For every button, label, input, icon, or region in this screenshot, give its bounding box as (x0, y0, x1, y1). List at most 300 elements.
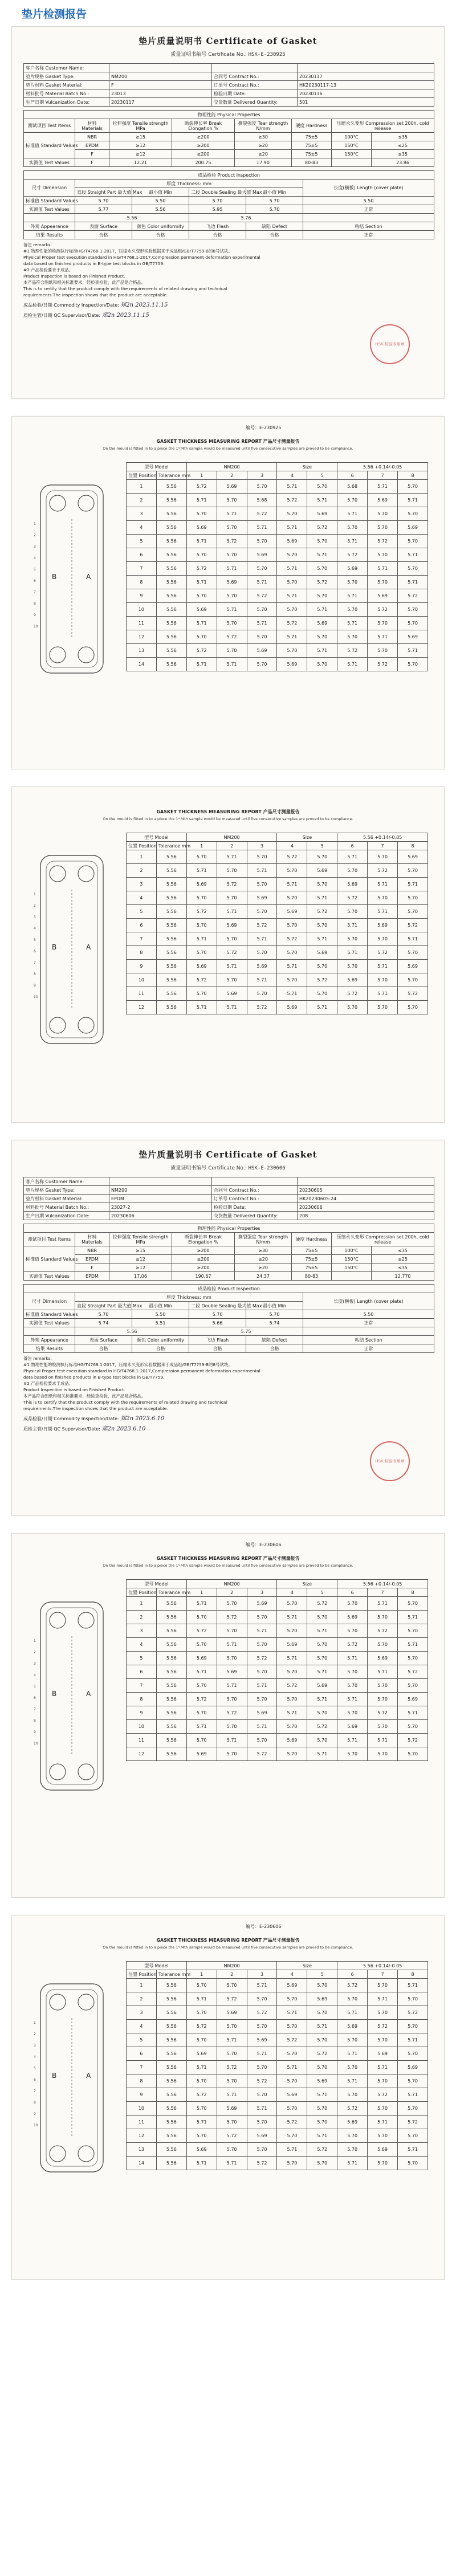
measurement-cell: 5.71 (217, 905, 247, 919)
measurement-cell: 5.70 (337, 2143, 368, 2157)
position-marker: 7 (34, 590, 36, 594)
sign-label: 质检主管/日期 QC Supervisor/Date: (23, 313, 102, 318)
measurement-cell: 5.56 (156, 2143, 186, 2157)
measurement-cell: 5.71 (217, 2088, 247, 2102)
measurement-cell: 5.70 (337, 1747, 368, 1761)
position-marker: 4 (34, 1673, 36, 1677)
measurement-cell: 5.72 (217, 1611, 247, 1624)
measurement-cell: 5.72 (368, 2088, 398, 2102)
column-header: 测试项目 Test Items (24, 119, 75, 133)
measurement-cell: 5.69 (217, 1665, 247, 1679)
measurement-row (127, 946, 428, 960)
model-row (127, 1580, 428, 1588)
measurement-cell: 11 (127, 617, 157, 630)
standard-value: 75±5 (292, 1246, 332, 1255)
measurement-cell: 5.69 (277, 535, 307, 548)
column-header: 1 (186, 842, 217, 850)
double-max-label: 二段 Double Sealing 最大值 Max (189, 1302, 246, 1310)
measurement-cell: 5.71 (398, 548, 428, 562)
measurement-cell: 5.70 (247, 2116, 277, 2129)
position-marker: 2 (34, 533, 36, 537)
measurement-cell: 5.72 (307, 1597, 337, 1611)
standard-value: ≤35 (372, 150, 434, 158)
actual-row (24, 158, 434, 167)
measurement-cell: 5.70 (247, 850, 277, 864)
model-value: NM200 (186, 1580, 277, 1588)
column-header: Tolerance mm (156, 842, 186, 850)
measurement-cell: 5.56 (156, 2074, 186, 2088)
measurement-cell: 5.72 (277, 2033, 307, 2047)
measurement-cell: 5.56 (156, 2047, 186, 2061)
info-label: 交货数量 Delivered Quantity: (212, 98, 298, 107)
double-min-label: 最小值 Min (246, 188, 303, 197)
position-marker: 6 (34, 2078, 36, 2082)
measurement-cell: 5.71 (217, 658, 247, 671)
measurement-cell: 5.56 (156, 1706, 186, 1720)
measurement-table (126, 462, 428, 671)
measurement-cell: 5.72 (277, 2116, 307, 2129)
measurement-cell: 5.71 (277, 960, 307, 973)
appearance-column: 飞边 Flash (189, 1336, 246, 1344)
measurement-cell: 5.71 (217, 603, 247, 617)
standard-value: ≥20 (235, 141, 292, 150)
dim-range-value: 5.76 (189, 214, 303, 222)
measurement-cell: 5.70 (398, 2102, 428, 2116)
appearance-column: 缺陷 Defect (246, 222, 303, 231)
measurement-cell: 5.71 (337, 1693, 368, 1706)
measurement-cell: 5.56 (156, 2088, 186, 2102)
measurement-row (127, 1720, 428, 1734)
remarks-line: data based on finished products in B-type test blocks in GB/T7759. (23, 1375, 165, 1380)
dim-standard-row (24, 1310, 434, 1319)
measurement-cell: 5.70 (307, 1611, 337, 1624)
product-inspection-table (23, 1284, 434, 1353)
header-row (127, 842, 428, 850)
standard-value: F (75, 1263, 109, 1272)
standard-row (24, 1255, 434, 1263)
info-row (24, 98, 434, 107)
measurement-cell: 5.69 (398, 630, 428, 644)
physical-heading-row (24, 111, 434, 119)
model-label: 型号 Model (127, 1962, 187, 1970)
measurement-row (127, 1979, 428, 1992)
measurement-cell: 5.71 (337, 2006, 368, 2020)
measurement-cell: 5.56 (156, 630, 186, 644)
position-marker: 8 (34, 602, 36, 606)
results-label: 结果 Results (24, 231, 75, 239)
measurement-cell: 5.72 (337, 1638, 368, 1652)
measurement-cell: 5.71 (307, 1001, 337, 1014)
measurement-cell: 5.71 (277, 1652, 307, 1665)
measurement-cell: 5.70 (277, 2074, 307, 2088)
measurement-row (127, 960, 428, 973)
info-value (109, 64, 212, 72)
measurement-cell: 5.56 (156, 2061, 186, 2074)
dim-standard-value: 5.50 (303, 197, 434, 205)
measurement-cell: 8 (127, 576, 157, 589)
measurement-cell: 5.72 (368, 658, 398, 671)
standard-value: 75±5 (292, 1263, 332, 1272)
measurement-cell: 5.56 (156, 891, 186, 905)
measurement-cell: 9 (127, 2088, 157, 2102)
measurement-cell: 5.70 (186, 1706, 217, 1720)
measurement-cell: 5.70 (398, 973, 428, 987)
measurement-cell: 5.72 (368, 603, 398, 617)
dim-actual-value: 5.66 (189, 1319, 246, 1327)
measurement-cell: 5.72 (247, 2074, 277, 2088)
measurement-cell: 5.71 (307, 644, 337, 658)
measurement-cell: 5.72 (277, 1679, 307, 1693)
measurement-cell: 5.70 (398, 864, 428, 878)
standard-value: 100℃ (332, 1246, 372, 1255)
measurement-cell: 5.70 (277, 2129, 307, 2143)
port-hole (50, 2146, 66, 2162)
info-label: 检验日期 Date: (212, 1203, 298, 1212)
dim-standard-row (24, 197, 434, 205)
column-header: Tolerance mm (156, 1588, 186, 1597)
measurement-cell: 5.71 (398, 2143, 428, 2157)
result-value: 正常 (303, 1344, 434, 1353)
measurement-cell: 5.71 (186, 1992, 217, 2006)
measurement-cell: 5.70 (398, 2047, 428, 2061)
measurement-cell: 5.70 (217, 644, 247, 658)
measurement-cell: 5.72 (186, 1693, 217, 1706)
measurement-cell: 5.70 (368, 2102, 398, 2116)
measurement-cell: 5.56 (156, 1597, 186, 1611)
dim-row (24, 1293, 434, 1302)
column-header: 断裂伸长率 Break Elongation % (172, 1233, 235, 1246)
measurement-cell: 5.70 (277, 1720, 307, 1734)
measurement-cell: 5.71 (277, 1611, 307, 1624)
info-label: 合同号 Contract No.: (212, 72, 298, 81)
standard-value: ≤35 (372, 133, 434, 141)
measurement-cell: 5.70 (277, 2020, 307, 2033)
measurement-cell: 12 (127, 1001, 157, 1014)
measurement-cell: 5.70 (398, 1001, 428, 1014)
measurement-cell: 6 (127, 1665, 157, 1679)
info-value: 20230117 (109, 98, 212, 107)
dim-standard-value: 5.50 (132, 1310, 189, 1319)
measurement-row (127, 480, 428, 494)
position-marker: 6 (34, 949, 36, 953)
appearance-column: 缺陷 Defect (246, 1336, 303, 1344)
measurement-cell: 5.68 (247, 494, 277, 507)
measurement-cell: 5.70 (307, 562, 337, 576)
actual-value: EPDM (75, 1272, 109, 1281)
measurement-cell: 5.71 (247, 617, 277, 630)
measurement-cell: 5.70 (337, 905, 368, 919)
column-header: 5 (307, 842, 337, 850)
measurement-cell: 5.71 (368, 562, 398, 576)
measurement-cell: 5.72 (247, 919, 277, 932)
measurement-cell: 5.69 (398, 960, 428, 973)
gasket-drawing (29, 850, 115, 1049)
measurement-cell: 5.70 (247, 1992, 277, 2006)
measurement-cell: 5.71 (337, 850, 368, 864)
measurement-cell: 5.56 (156, 548, 186, 562)
measurement-cell: 5.56 (156, 2020, 186, 2033)
result-value: 正常 (303, 231, 434, 239)
measurement-cell: 5.69 (368, 919, 398, 932)
column-header: 3 (247, 471, 277, 480)
measurement-cell: 5.70 (368, 850, 398, 864)
measurement-cell: 5.56 (156, 1652, 186, 1665)
column-header: 4 (277, 1970, 307, 1979)
measurement-cell: 5.56 (156, 1734, 186, 1747)
measurement-cell: 5.70 (368, 1679, 398, 1693)
standard-label: 标准值 Standard Values (24, 133, 75, 158)
measurement-cell: 5.70 (368, 2006, 398, 2020)
measurement-cell: 5.72 (247, 507, 277, 521)
remarks-line: requirements.The inspection shows that the product are acceptable. (23, 292, 168, 297)
info-value (109, 1177, 212, 1186)
measurement-cell: 5.71 (368, 1992, 398, 2006)
measurement-cell: 5.70 (368, 1001, 398, 1014)
measurement-row (127, 2116, 428, 2129)
standard-value: ≥200 (172, 133, 235, 141)
position-marker: 9 (34, 613, 36, 617)
measurement-cell: 5.70 (307, 1979, 337, 1992)
report-number: 编号：E-230606 (246, 1924, 282, 1929)
physical-heading-row (24, 1224, 434, 1233)
measurement-cell: 5.69 (337, 562, 368, 576)
measurement-cell: 5.56 (156, 960, 186, 973)
actual-label: 实测值 Test Values (24, 158, 75, 167)
measurement-cell: 5.70 (337, 960, 368, 973)
measurement-cell: 7 (127, 2061, 157, 2074)
measurement-cell: 5.70 (398, 562, 428, 576)
measurement-cell: 5.71 (247, 864, 277, 878)
measurement-cell: 5.70 (368, 2157, 398, 2170)
actual-value: 12.770 (372, 1272, 434, 1281)
measurement-cell: 5.70 (186, 2033, 217, 2047)
measurement-cell: 5.72 (186, 562, 217, 576)
standard-value: ≥200 (172, 1263, 235, 1272)
dim-standard-value: 5.70 (75, 197, 132, 205)
gasket-drawing (29, 479, 115, 679)
measurement-cell: 4 (127, 2020, 157, 2033)
double-max-label: 二段 Double Sealing 最大值 Max (189, 188, 246, 197)
info-row (24, 72, 434, 81)
measurement-cell: 5.70 (398, 480, 428, 494)
position-marker: 3 (34, 2044, 36, 2048)
dim-actual-row (24, 1319, 434, 1327)
measurement-cell: 5.72 (368, 1706, 398, 1720)
measurement-cell: 5.71 (337, 2074, 368, 2088)
measurement-cell: 5.70 (337, 1706, 368, 1720)
position-marker: 3 (34, 1662, 36, 1666)
actual-value: 190.67 (172, 1272, 235, 1281)
measurement-cell: 5.70 (277, 891, 307, 905)
measurement-cell: 5.70 (368, 973, 398, 987)
measurement-cell: 5.71 (307, 2088, 337, 2102)
remarks-line: 本产品符合图纸和相关标准要求，经检查检验，此产品是合格品。 (23, 1393, 146, 1399)
measurement-cell: 5.71 (337, 1652, 368, 1665)
standard-value: ≥12 (109, 150, 172, 158)
tolerance-value: 5.56 +0.14/-0.05 (337, 833, 428, 842)
certificate-number-value: HSK-E-230606 (248, 1165, 286, 1171)
dim-actual-value: 5.51 (132, 1319, 189, 1327)
port-hole (50, 1764, 66, 1780)
measurement-cell: 5.71 (337, 946, 368, 960)
remarks-line: requirements.The inspection shows that the product are acceptable. (23, 1406, 168, 1411)
measurement-cell: 5.71 (217, 507, 247, 521)
section-label-a: A (86, 2072, 91, 2080)
measurement-cell: 5.56 (156, 1679, 186, 1693)
measurement-cell: 5.71 (307, 1747, 337, 1761)
measurement-cell: 5.56 (156, 658, 186, 671)
measurement-cell: 5.72 (186, 973, 217, 987)
measurement-cell: 14 (127, 658, 157, 671)
measurement-cell: 5.72 (217, 946, 247, 960)
measurement-cell: 5.71 (186, 2061, 217, 2074)
measurement-cell: 2 (127, 1611, 157, 1624)
measurement-cell: 5.70 (337, 932, 368, 946)
measurement-cell: 5.70 (368, 2129, 398, 2143)
measurement-cell: 5.56 (156, 1979, 186, 1992)
appearance-column: 飞边 Flash (189, 222, 246, 231)
measurement-cell: 5.72 (337, 987, 368, 1001)
measurement-cell: 7 (127, 562, 157, 576)
position-marker: 10 (34, 1742, 38, 1746)
product-inspection-table (23, 170, 434, 239)
remarks-line: 本产品符合图纸和相关标准要求，经检查检验，此产品是合格品。 (23, 280, 146, 285)
measurement-row (127, 521, 428, 535)
measurement-cell: 5.71 (186, 2116, 217, 2129)
measurement-cell: 3 (127, 878, 157, 891)
measurement-cell: 5.70 (398, 507, 428, 521)
measurement-cell: 5.56 (156, 507, 186, 521)
measurement-cell: 5.56 (156, 603, 186, 617)
certificate-title: 垫片质量说明书 Certificate of Gasket (139, 36, 317, 46)
dim-range-row (24, 1327, 434, 1336)
measurement-cell: 5.70 (186, 1679, 217, 1693)
measurement-cell: 5.72 (398, 987, 428, 1001)
position-marker: 2 (34, 904, 36, 908)
info-row (24, 89, 434, 98)
measurement-cell: 5.70 (277, 2102, 307, 2116)
position-marker: 8 (34, 972, 36, 976)
column-header: 8 (398, 1970, 428, 1979)
appearance-column: 颜色 Color uniformity (132, 222, 189, 231)
dim-actual-row (24, 205, 434, 214)
measurement-cell: 5.71 (217, 1679, 247, 1693)
measurement-cell: 5.69 (337, 1611, 368, 1624)
measurement-cell: 12 (127, 1747, 157, 1761)
measurement-cell: 5.71 (217, 2157, 247, 2170)
measurement-cell: 5.71 (277, 2143, 307, 2157)
port-hole (78, 495, 94, 511)
column-header: 位置 Position (127, 842, 157, 850)
standard-value: EPDM (75, 141, 109, 150)
measurement-cell: 5.72 (337, 1979, 368, 1992)
measurement-cell: 5.69 (217, 987, 247, 1001)
measurement-cell: 5.71 (307, 1665, 337, 1679)
info-value: 501 (298, 98, 434, 107)
signature: 郑2n 2023.6.10 (120, 1416, 165, 1422)
measurement-cell: 5.72 (307, 2047, 337, 2061)
measurement-cell: 5.70 (337, 1001, 368, 1014)
certificate-number-label: 质量证明书编号 Certificate No.: (170, 52, 249, 58)
measurement-cell: 5.71 (217, 1734, 247, 1747)
measurement-row (127, 919, 428, 932)
column-header: 7 (368, 1588, 398, 1597)
measurement-cell: 5.72 (398, 919, 428, 932)
gasket-drawing (29, 1596, 115, 1796)
info-label: 客户名称 Customer Name: (24, 1177, 109, 1186)
measurement-cell: 5.72 (247, 1747, 277, 1761)
port-hole (78, 2146, 94, 2162)
measurement-cell: 5.70 (277, 507, 307, 521)
remarks-line: This is to certify that the product comply with the requirements of related drawing and technical (23, 1400, 227, 1405)
position-marker: 1 (34, 892, 36, 896)
column-header: 断裂伸长率 Break Elongation % (172, 119, 235, 133)
column-header: 1 (186, 1588, 217, 1597)
measurement-cell: 8 (127, 1693, 157, 1706)
measurement-cell: 5.56 (156, 2129, 186, 2143)
dim-range-value: 5.56 (75, 214, 189, 222)
measurement-cell: 5.71 (337, 658, 368, 671)
measurement-cell: 5.70 (217, 2047, 247, 2061)
actual-value: F (75, 158, 109, 167)
dim-heading: 成品检验 Product Inspection (24, 171, 434, 180)
measurement-cell: 5.70 (186, 850, 217, 864)
measurement-cell: 1 (127, 480, 157, 494)
measurement-cell: 5.71 (398, 2088, 428, 2102)
measurement-cell: 5.71 (398, 644, 428, 658)
measurement-cell: 5.72 (307, 905, 337, 919)
column-header: 3 (247, 1970, 277, 1979)
standard-row (24, 1246, 434, 1255)
measurement-cell: 5.72 (368, 1624, 398, 1638)
port-hole (50, 1612, 66, 1628)
measurement-cell: 5.70 (277, 1693, 307, 1706)
report-subtitle: On the mould is fitted in to a piece the 1ˢᵗ/4th sample would be measured until five consecutive samples are proved to be compliance. (103, 1563, 353, 1568)
column-header: 拉伸强度 Tensile strength MPa (109, 1233, 172, 1246)
measurement-cell: 10 (127, 603, 157, 617)
dim-range-value: 5.75 (189, 1327, 303, 1336)
measurement-cell: 5.70 (186, 1611, 217, 1624)
column-header: 位置 Position (127, 471, 157, 480)
info-value: 20230606 (109, 1212, 212, 1220)
info-label: 订单号 Contract No.: (212, 1195, 298, 1203)
column-header: 2 (217, 1970, 247, 1979)
section-label-a: A (86, 943, 91, 951)
standard-label: 标准值 Standard Values (24, 1310, 75, 1319)
measurement-cell: 5.72 (307, 521, 337, 535)
measurement-cell: 5.70 (277, 2157, 307, 2170)
measurement-cell: 5.69 (307, 507, 337, 521)
measurement-row (127, 2020, 428, 2033)
measurement-cell: 5.70 (247, 2143, 277, 2157)
signature: 郑2n 2023.6.10 (101, 1426, 146, 1432)
measurement-cell: 5.71 (307, 1693, 337, 1706)
measurement-cell: 5.56 (156, 1992, 186, 2006)
results-row (24, 1344, 434, 1353)
measurement-cell: 5.70 (398, 2157, 428, 2170)
position-marker: 9 (34, 1730, 36, 1734)
column-header: 6 (337, 1970, 368, 1979)
measurement-cell: 5.70 (247, 603, 277, 617)
measurement-cell: 5.69 (368, 2143, 398, 2157)
dim-standard-value: 5.50 (132, 197, 189, 205)
inspection-stamp: HSK 检验专用章 (370, 1441, 410, 1481)
info-row (24, 64, 434, 72)
measurement-cell: 5.70 (247, 1638, 277, 1652)
inspection-stamp: HSK 检验专用章 (370, 324, 410, 364)
measurement-row (127, 2129, 428, 2143)
measurement-cell: 5.69 (217, 919, 247, 932)
